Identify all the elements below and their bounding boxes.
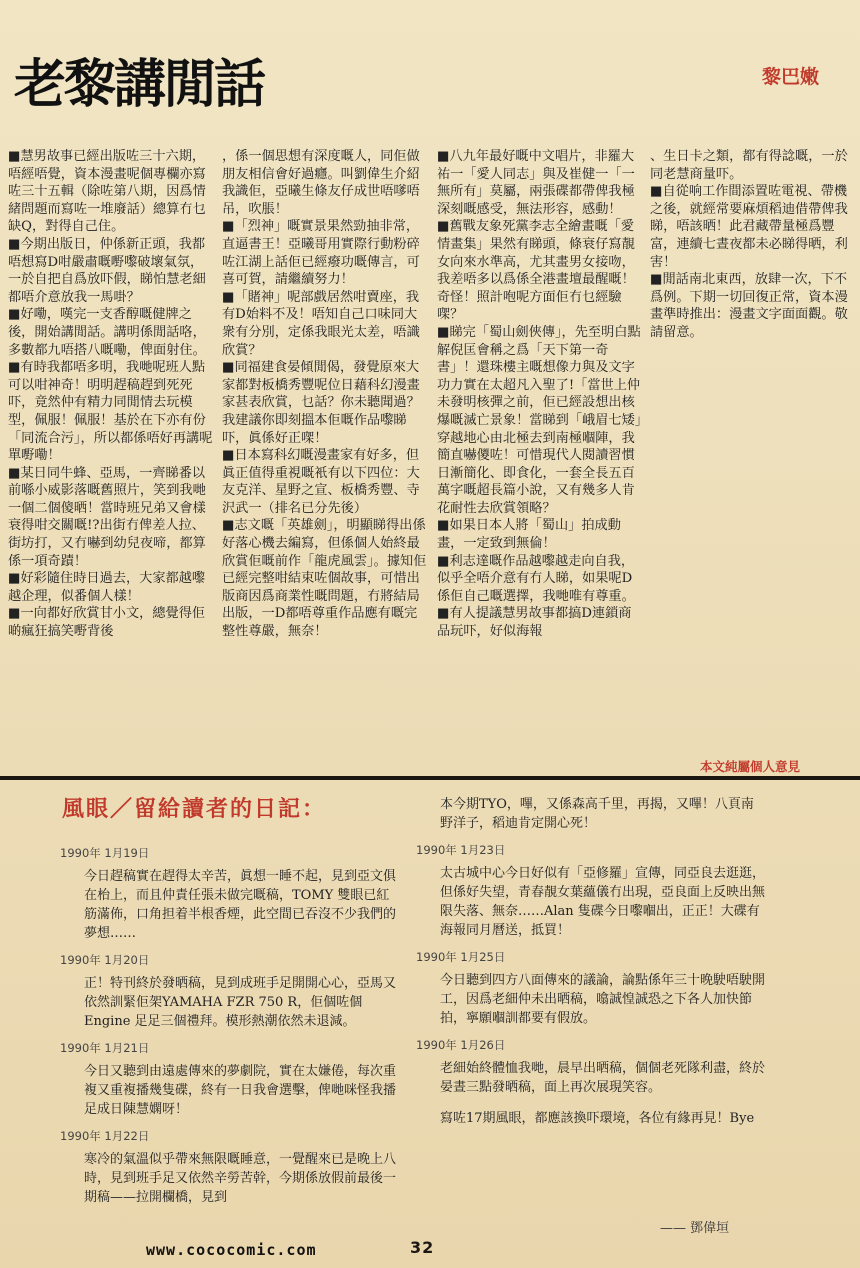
paragraph: ■今期出版日，仲係新正頭，我都唔想寫D咁嚴肅嘅嘢嚟破壞氣氛，一於自把自爲放吓假，睇怕慧老細都唔介意放我一馬啩？ bbox=[8, 236, 206, 305]
diary-date: 1990年 1月23日 bbox=[416, 843, 506, 857]
paragraph: ■某日同牛蜂、亞馬，一齊睇番以前喺小威影落嘅舊照片，笑到我哋一個二個傻晒！當時班兄弟又會樣衰得咁交關嘅!?出街冇俾差人拉、街坊打，又冇嚇到幼兒夜啼，都算係一項奇蹟！ bbox=[8, 465, 206, 569]
diary-entry: 太古城中心今日好似有「亞修羅」宣傳，同亞良去逛逛，但係好失望，青春靚女葉蘊儀冇出現，亞良面上反映出無限失落、無奈……Alan 隻碟今日嚟嗰出，正正！大碟有海報同月曆送，抵買！ bbox=[440, 866, 766, 938]
paragraph: ■舊戰友象死黨李志全繪畫嘅「愛情畫集」果然有睇頭，條衰仔寫靚女向來水準高，尤其畫男女接吻，我差唔多以爲係全港畫壇最醒嘅！奇怪！照計咆呢方面佢冇乜經驗㗎？ bbox=[437, 219, 635, 323]
diary-date: 1990年 1月25日 bbox=[416, 950, 506, 964]
paragraph: ■志文嘅「英雄劍」，明顯睇得出係好落心機去編寫，但係個人始終最欣賞佢嘅前作「龍虎風雲」。據知佢已經完整咁結束咗個故事，可惜出版商因爲商業性嘅問題，冇將結局出版，一D都唔尊重作品應有嘅完整性尊嚴，無奈！ bbox=[222, 518, 427, 640]
diary-entry: 老細始終體恤我哋，晨早出晒稿，個個老死隊利盡，終於晏晝三點發晒稿，面上再次展現笑容。 bbox=[440, 1061, 766, 1095]
paragraph: ■慧男故事已經出版咗三十六期，唔經唔覺，資本漫畫呢個專欄亦寫咗三十五輯（除咗第八期，因爲情緒問題而寫咗一堆廢話）總算冇乜缺Q，對得自己住。 bbox=[8, 149, 206, 235]
diary-date: 1990年 1月26日 bbox=[416, 1038, 506, 1052]
paragraph: ■睇完「蜀山劍俠傳」，先至明白點解倪匡會稱之爲「天下第一奇書」！還珠樓主嘅想像力與及文字功力實在太超凡入聖了!「當世上仲未發明核彈之前，佢已經設想出核爆嘅滅亡景象！當睇到「峨眉七矮」穿越地心由北極去到南極嗰陣，我簡直嚇儍咗！可惜現代人閱讀習慣日漸簡化、即食化，一套全長五百萬字嘅超長篇小說，又有幾多人肯花耐性去欣賞領略？ bbox=[437, 324, 642, 516]
diary-left-column bbox=[60, 836, 402, 1207]
diary-entry: 寫咗17期風眼，都應該換吓環境，各位有緣再見！Bye bbox=[440, 1111, 755, 1126]
diary-entry: 今日趕稿實在趕得太辛苦，眞想一睡不起，見到亞文俱在枱上，而且仲責任張未做完嘅稿，TOMY 雙眼已紅筋滿佈，口角担着半根香煙，此空間已吞沒不少我們的夢想…… bbox=[84, 869, 397, 941]
section-divider bbox=[0, 776, 860, 780]
diary-entry: 寒冷的氣溫似乎帶來無限嘅睡意，一覺醒來已是晚上八時，見到班手足又依然辛勞苦幹，今期係放假前最後一期稿——拉開欄橋，見到 bbox=[84, 1152, 397, 1205]
footer-url: www.cococomic.com bbox=[146, 1241, 317, 1259]
column-3 bbox=[437, 148, 642, 641]
diary-date: 1990年 1月22日 bbox=[60, 1129, 150, 1143]
diary-date: 1990年 1月19日 bbox=[60, 846, 150, 860]
signature: —— 鄧偉垣 bbox=[660, 1221, 730, 1236]
paragraph: ■「烈神」嘅實景果然勁抽非常，直逼書王！亞曦哥用實際行動粉碎咗江湖上話佢已經癈功嘅傳言，可喜可賀，請繼續努力！ bbox=[222, 219, 420, 288]
paragraph: ■同福建食晏傾閒偈，發覺原來大家都對板橋秀豐呢位日藉科幻漫畫家甚表欣賞，乜話？你未聽聞過？我建議你即刻搵本佢嘅作品嚟睇吓，眞係好正㗎！ bbox=[222, 360, 420, 446]
paragraph: ■有人提議慧男故事都搞D連鎖商品玩吓，好似海報 bbox=[437, 606, 632, 640]
diary-right-column bbox=[416, 795, 766, 1128]
column-2 bbox=[222, 148, 427, 641]
column-4 bbox=[650, 148, 850, 342]
diary-entry: 本今期TYO，嗶，又係森高千里，再揭，又嗶！八頁南野洋子，稻迪肯定開心死！ bbox=[440, 797, 754, 831]
page-title: 老黎講閒話 bbox=[14, 54, 265, 115]
paragraph: ■利志達嘅作品越嚟越走向自我，似乎全唔介意有冇人睇，如果呢D係佢自己嘅選擇，我哋唯有尊重。 bbox=[437, 553, 635, 604]
paragraph: ■一向都好欣賞甘小文，總覺得佢啲瘋狂搞笑嘢背後 bbox=[8, 606, 206, 640]
paragraph: ■好嘞，嘆完一支香醇嘅健牌之後，開始講閒話。講明係閒話咯，多數都九唔搭八嘅嘞，俾面射住。 bbox=[8, 307, 206, 358]
disclaimer: 本文純屬個人意見 bbox=[700, 759, 801, 774]
paragraph: ■八九年最好嘅中文唱片，非羅大祐一「愛人同志」與及崔健一「一無所有」莫屬，兩張碟都帶俾我極深刻嘅感受，無法形容，感動！ bbox=[437, 149, 635, 217]
column-1 bbox=[8, 148, 213, 641]
paragraph: ，係一個思想有深度嘅人，同佢做朋友相信會好過癮。叫劉偉生介紹我識佢，亞曦生條友仔成世唔嗲唔吊，吹脹！ bbox=[222, 149, 420, 217]
paragraph: ■有時我都唔多明，我哋呢班人點可以咁神奇！明明趕稿趕到死死吓，竟然仲有精力同閒情去玩模型，佩服！佩服！基於在下亦有份「同流合污」，所以都係唔好再講呢單嘢嘞！ bbox=[8, 360, 213, 464]
paragraph: ■好彩隨住時日過去，大家都越嚟越企理，似番個人樣！ bbox=[8, 571, 206, 604]
diary-entry: 今日又聽到由遠處傳來的夢劇院，實在太嫌倦，每次重複又重複播幾隻碟，終有一日我會選擊，俾哋咪怪我播足成日陳慧嫻呀！ bbox=[84, 1064, 397, 1117]
paragraph: ■自從响工作間添置咗電視、帶機之後，就經常要麻煩稻迪借帶俾我睇，唔該晒！此君藏帶量極爲豐富，連續七晝夜都未必睇得晒，利害！ bbox=[650, 184, 848, 270]
diary-entry: 今日聽到四方八面傳來的議論，論點係年三十晚駛唔駛開工，因爲老細仲未出晒稿，噏誠惶誠恐之下各人加快節拍，寧願嗰訓都要有假放。 bbox=[440, 973, 766, 1026]
paragraph: ■閒話南北東西，放肆一次，下不爲例。下期一切回復正常，資本漫畫準時推出：漫畫文字面面觀。敬請留意。 bbox=[650, 272, 848, 340]
paragraph: ■如果日本人將「蜀山」拍成動畫，一定致到無倫！ bbox=[437, 518, 621, 552]
diary-date: 1990年 1月20日 bbox=[60, 953, 150, 967]
diary-title: 風眼／留給讀者的日記： bbox=[62, 796, 327, 822]
author-name: 黎巴嫩 bbox=[762, 66, 820, 88]
paragraph: ■「賭神」呢部戲居然咁賣座，我有D始料不及！唔知自己口味同大衆有分別，定係我眼光太差，唔識欣賞？ bbox=[222, 289, 420, 358]
diary-date: 1990年 1月21日 bbox=[60, 1041, 150, 1055]
paragraph: ■日本寫科幻嘅漫畫家有好多，但眞正值得重視嘅衹有以下四位：大友克洋、星野之宣、板橋秀豐、寺沢武一（排名已分先後） bbox=[222, 448, 420, 516]
paragraph: 、生日卡之類，都有得諗嘅，一於同老慧商量吓。 bbox=[650, 149, 848, 182]
page-number: 32 bbox=[410, 1238, 435, 1257]
diary-entry: 正！特刊終於發晒稿，見到成班手足開開心心，亞馬又依然訓緊佢架YAMAHA FZR 750 R，佢個咗個Engine 足足三個禮拜。模形熱潮依然未退減。 bbox=[84, 976, 397, 1029]
